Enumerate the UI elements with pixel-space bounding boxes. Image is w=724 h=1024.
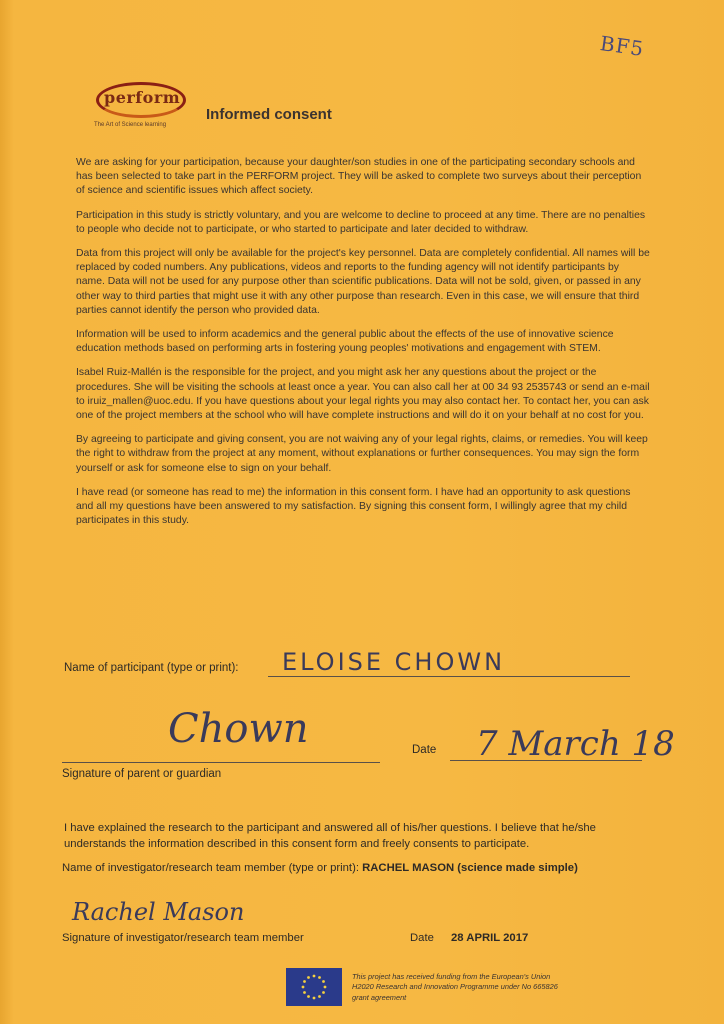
consent-body [76,156,650,538]
investigator-signature-label: Signature of investigator/research team member [62,932,304,944]
paragraph-agreement: I have read (or someone has read to me) the information in this consent form. I have had an opportunity to ask questions and all my questions have been answered to my satisfaction. By signing this consent form, I willingly agree that my child participates in this study. [76,486,631,527]
guardian-signature: Chown [168,706,309,752]
paragraph-information: Information will be used to inform academics and the general public about the effects of the use of innovative science education methods based on performing arts in fostering young peoples' motivations and engagement with STEM. [76,329,614,355]
participant-name-line [268,676,630,677]
guardian-date-value: 7 March 18 [476,724,675,764]
perform-logo [82,78,194,138]
logo-tagline: The Art of Science learning [94,122,167,128]
investigator-statement: I have explained the research to the participant and answered all of his/her questions. I believe that he/she understands the information described in this consent form and freely consents to participate. [64,822,596,850]
paragraph-contact: Isabel Ruiz-Mallén is the responsible for the project, and you might ask her any questions about the project or the procedures. She will be visiting the schools at least once a year. You can also call her at 00 34 93 2535743 or send an e-mail to iruiz_mallen@uoc.edu. If you have questions about your legal rights you may also contact her. To contact her, you can ask one of the project members at the school who will have complete instructions and will do it on your behalf at no cost for you. [76,367,650,422]
investigator-name-row [62,862,578,874]
participant-name-label: Name of participant (type or print): [64,662,239,674]
investigator-name-value: RACHEL MASON (science made simple) [362,862,578,874]
paragraph-voluntary: Participation in this study is strictly voluntary, and you are welcome to decline to proceed at any time. There are no penalties to people who decide not to participate, or who started to participate and later decided to withdraw. [76,209,646,235]
funding-notice: This project has received funding from the European's Union H2020 Research and Innovation Programme under No 665826 grant agreement [352,972,558,1002]
paragraph-purpose: We are asking for your participation, because your daughter/son studies in one of the participating secondary schools and has been selected to take part in the PERFORM project. They will be asked to complete two surveys about their perception of science and scientific issues which affect society. [76,157,642,197]
investigator-date-value: 28 APRIL 2017 [451,932,529,944]
page-title: Informed consent [206,106,332,123]
eu-stars-icon [299,972,329,1002]
logo-wordmark: perform [104,88,181,107]
investigator-date-row [410,932,528,944]
eu-flag-icon [286,968,342,1006]
guardian-signature-label: Signature of parent or guardian [62,768,222,780]
investigator-signature: Rachel Mason [72,898,245,926]
participant-name-value: ELOISE CHOWN [282,648,506,676]
paragraph-data: Data from this project will only be available for the project's key personnel. Data are completely confidential. All names will be replaced by coded numbers. Any publications, videos and reports to the funding agency will not identify participants by name. Data will not be used for any purpose other than scientific publications. Data will not be sold, given, or passed in any other way to third parties that might use it with any other purpose than research. Even in this case, we will ensure that third parties cannot identify the person who provided data. [76,248,650,316]
paragraph-rights: By agreeing to participate and giving consent, you are not waiving any of your legal rights, claims, or remedies. You will keep the right to withdraw from the project at any moment, without explanations or further consequences. You may sign the form yourself or ask for someone else to sign on your behalf. [76,434,648,474]
guardian-signature-line [62,762,380,763]
investigator-date-label: Date [410,932,434,944]
handwritten-reference-code: BF5 [598,31,646,61]
guardian-date-label: Date [412,744,437,756]
investigator-name-label: Name of investigator/research team member (type or print): [62,862,359,874]
